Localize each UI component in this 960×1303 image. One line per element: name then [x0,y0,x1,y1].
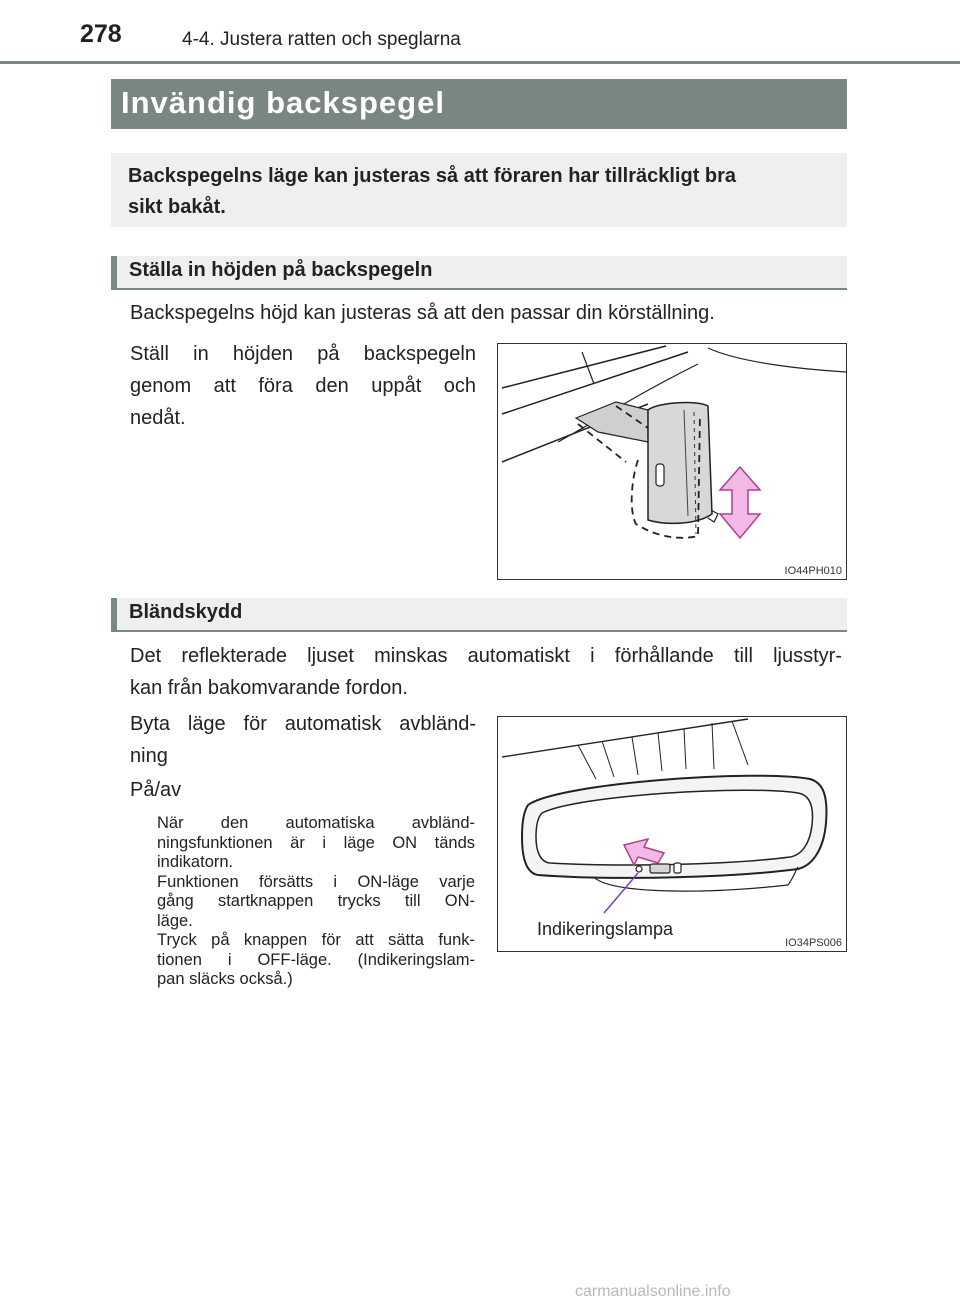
height-lead: Backspegelns höjd kan justeras så att den passar din körställning. [130,302,715,324]
note-line: gång startknappen trycks till ON- [157,892,475,910]
antiglare-mirror-illustration [498,717,847,952]
antiglare-lead-line: kan från bakomvarande fordon. [130,677,408,699]
antiglare-mirror-figure [497,716,847,952]
note-line: Tryck på knappen för att sätta funk- [157,931,475,949]
section-heading-height: Ställa in höjden på backspegeln [111,256,847,290]
note-line: ningsfunktionen är i läge ON tänds [157,833,475,852]
antiglare-item-line: ning [130,745,168,767]
antiglare-item-line: Byta läge för automatisk avbländ- [130,713,476,735]
antiglare-note [157,814,475,990]
height-body-line: genom att föra den uppåt och [130,375,476,397]
note-line: När den automatiska avbländ- [157,814,475,832]
intro-line: Backspegelns läge kan justeras så att föraren har tillräckligt bra [128,165,737,187]
watermark: carmanualsonline.info [575,1283,731,1300]
antiglare-item-sub: På/av [130,779,182,801]
intro-line: sikt bakåt. [128,196,226,218]
page-number: 278 [80,20,122,48]
height-body-line: Ställ in höjden på backspegeln [130,343,476,365]
note-line: pan släcks också.) [157,970,293,988]
intro-box [111,153,847,227]
height-body [130,338,476,434]
header-rule [0,61,960,64]
main-heading: Invändig backspegel [111,79,847,129]
section-heading-antiglare: Bländskydd [111,598,847,632]
mirror-height-illustration [498,344,847,580]
note-line: läge. [157,911,193,930]
figure-code: IO44PH010 [784,565,842,577]
antiglare-lead [130,640,842,704]
note-line: Funktionen försätts i ON-läge varje [157,872,475,891]
chapter-title: 4-4. Justera ratten och speglarna [182,29,461,50]
note-line: indikatorn. [157,853,234,871]
note-line: tionen i OFF-läge. (Indikeringslam- [157,950,475,969]
figure-code: IO34PS006 [785,937,842,949]
height-body-line: nedåt. [130,407,186,429]
mirror-height-figure [497,343,847,580]
antiglare-lead-line: Det reflekterade ljuset minskas automatiskt i förhållande till ljusstyr- [130,645,842,667]
indicator-lamp-label: Indikeringslampa [537,919,674,939]
antiglare-item [130,708,476,772]
